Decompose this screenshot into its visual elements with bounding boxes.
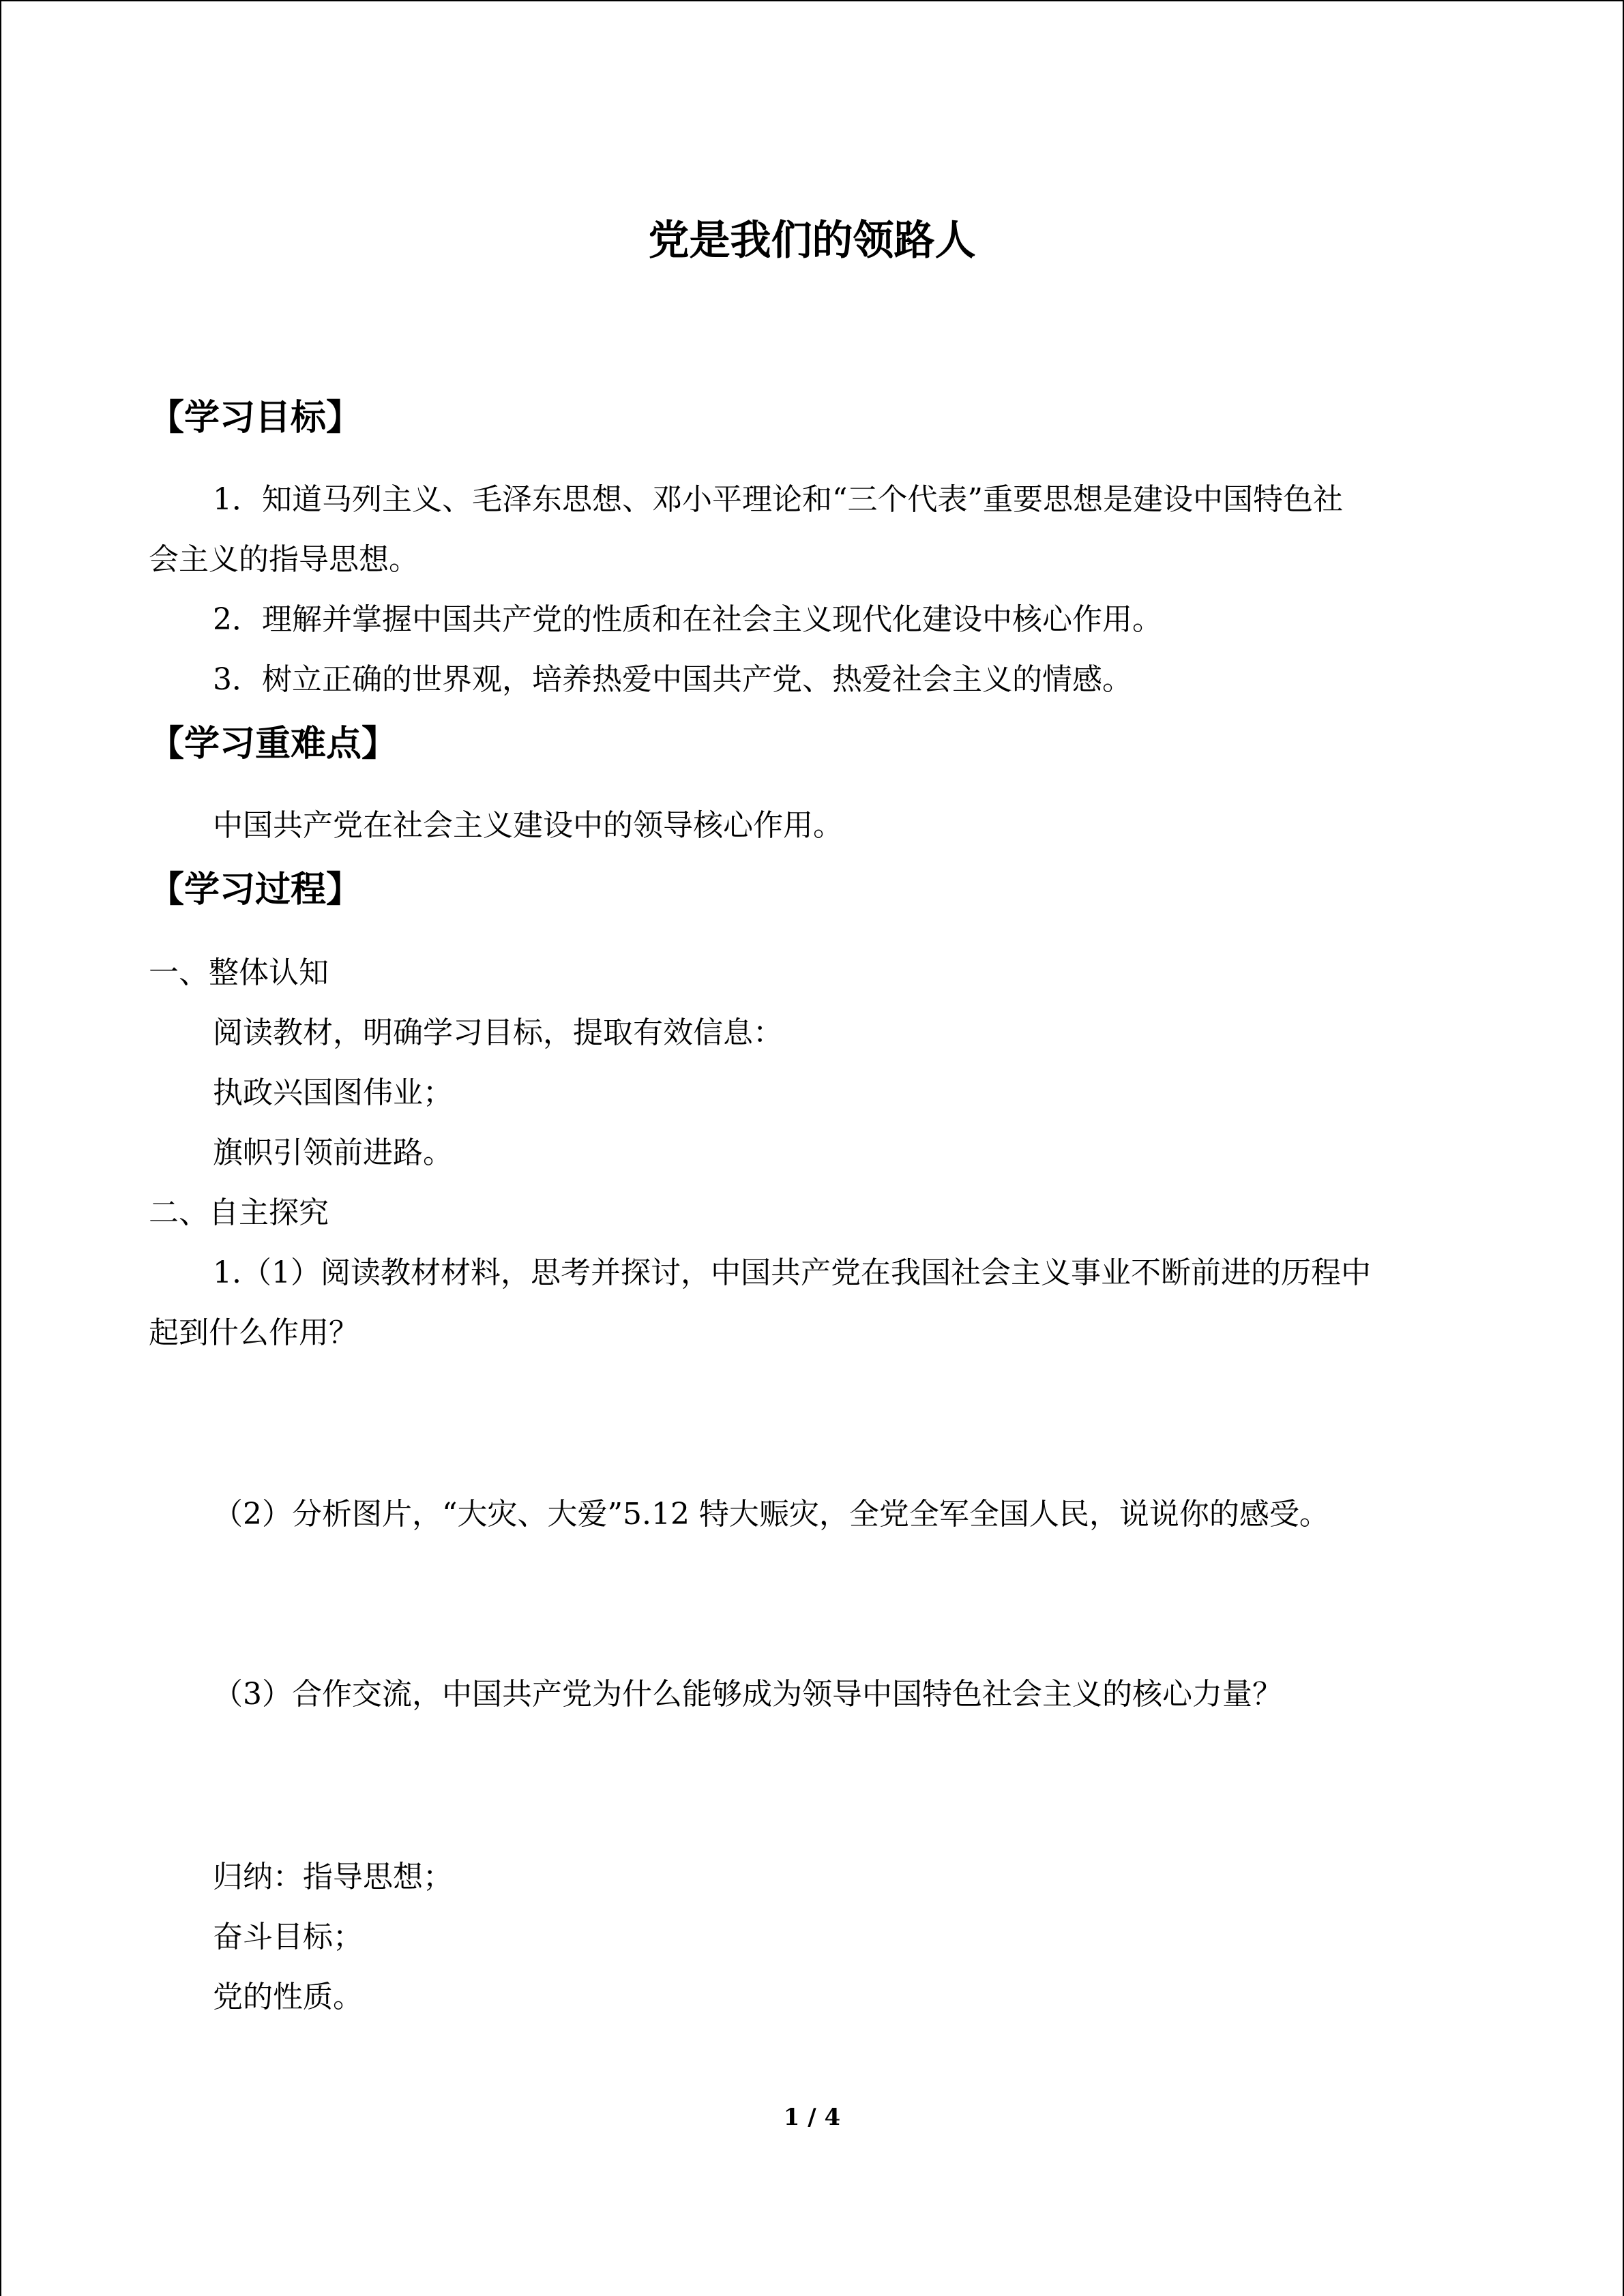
part1-line-2: 执政兴国图伟业；	[213, 1075, 453, 1110]
summary-line-2: 奋斗目标；	[213, 1920, 363, 1954]
question-3: （3）合作交流，中国共产党为什么能够成为领导中国特色社会主义的核心力量？	[213, 1677, 1282, 1712]
objective-1-line-2: 会主义的指导思想。	[149, 542, 419, 577]
page-number: 1 / 4	[783, 2104, 841, 2131]
objectives-heading: 【学习目标】	[149, 398, 362, 438]
summary-line-3: 党的性质。	[213, 1980, 363, 2014]
key-points-text: 中国共产党在社会主义建设中的领导核心作用。	[213, 808, 843, 843]
question-1-line-2: 起到什么作用？	[149, 1315, 359, 1350]
part1-title: 一、整体认知	[149, 955, 329, 990]
objective-2: 2．理解并掌握中国共产党的性质和在社会主义现代化建设中核心作用。	[213, 602, 1162, 637]
question-2: （2）分析图片，“大灾、大爱”5.12 特大赈灾，全党全军全国人民，说说你的感受。	[213, 1497, 1329, 1532]
objective-1-line-1: 1．知道马列主义、毛泽东思想、邓小平理论和“三个代表”重要思想是建设中国特色社	[213, 482, 1343, 517]
document-title: 党是我们的领路人	[648, 217, 976, 265]
process-heading: 【学习过程】	[149, 869, 362, 910]
part2-title: 二、自主探究	[149, 1195, 329, 1230]
objective-3: 3．树立正确的世界观，培养热爱中国共产党、热爱社会主义的情感。	[213, 662, 1132, 697]
part1-line-3: 旗帜引领前进路。	[213, 1135, 453, 1170]
summary-line-1: 归纳：指导思想；	[213, 1860, 453, 1894]
part1-line-1: 阅读教材，明确学习目标，提取有效信息：	[213, 1015, 783, 1050]
question-1-line-1: 1.（1）阅读教材材料，思考并探讨，中国共产党在我国社会主义事业不断前进的历程中	[213, 1255, 1371, 1290]
key-points-heading: 【学习重难点】	[149, 724, 398, 764]
